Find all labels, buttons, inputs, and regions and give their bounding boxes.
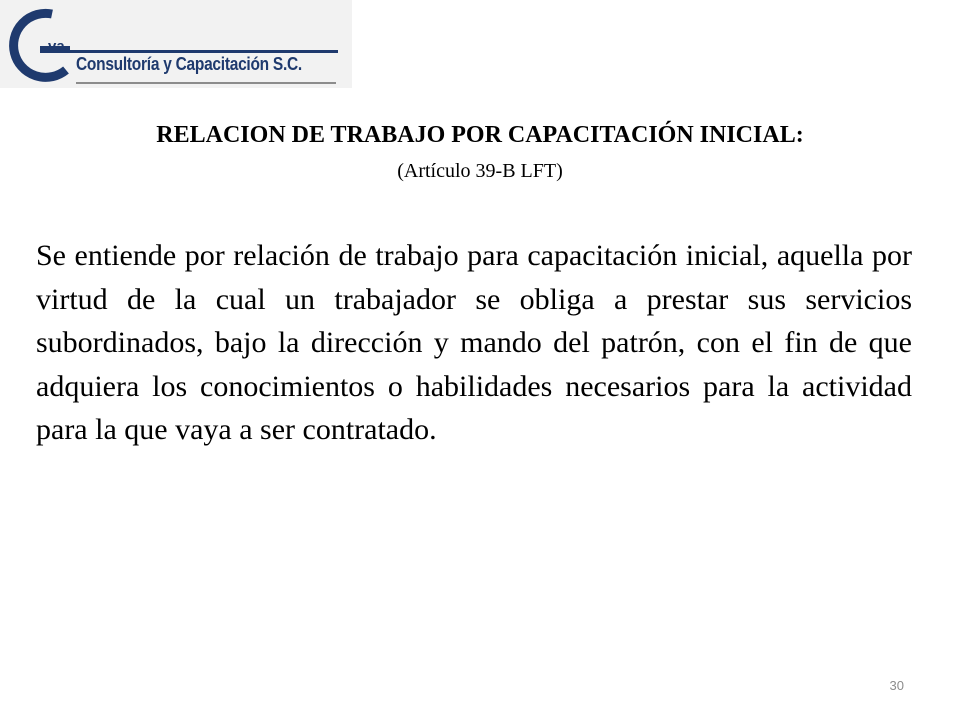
slide-subtitle: (Artículo 39-B LFT) (397, 160, 563, 182)
slide-body-text: Se entiende por relación de trabajo para capacitación inicial, aquella por virtud de la cual un trabajador se obliga a prestar sus servicios subordinados, bajo la dirección y mando del patrón, con el fin de que adquiera los conocimientos o habilidades necesarios para la actividad para la que vaya a ser contratado. (36, 239, 912, 446)
page-number: 30 (889, 678, 904, 693)
company-logo (0, 0, 352, 88)
logo-company-name: Consultoría y Capacitación S.C. (76, 54, 302, 74)
slide-title: RELACION DE TRABAJO POR CAPACITACIÓN INICIAL: (156, 122, 804, 148)
logo-va-text: va (48, 38, 65, 55)
